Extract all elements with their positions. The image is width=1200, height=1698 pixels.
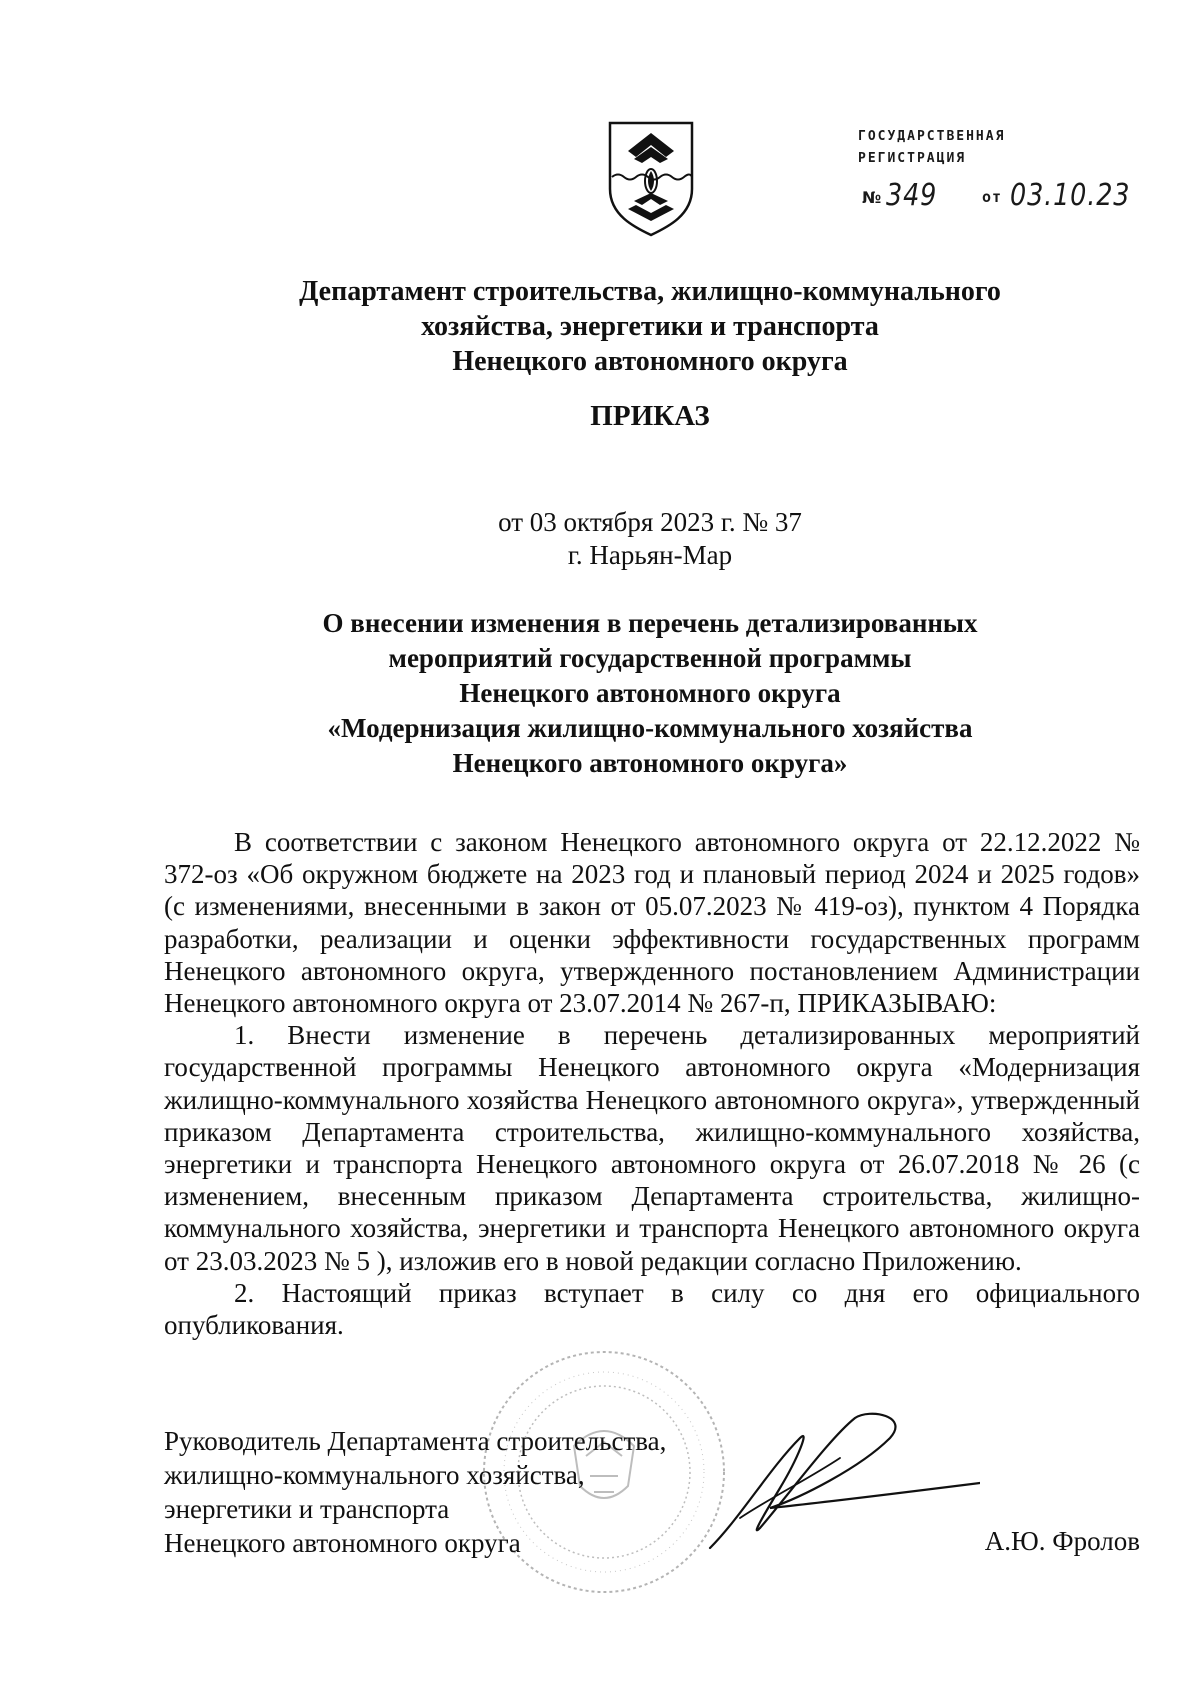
registration-number-sign: № — [862, 188, 882, 207]
signer-title-line: жилищно-коммунального хозяйства, — [164, 1460, 585, 1490]
subject-line: Ненецкого автономного округа» — [452, 748, 848, 778]
department-line: Ненецкого автономного округа — [452, 346, 848, 377]
body-preamble: В соответствии с законом Ненецкого автономного округа от 22.12.2022 № 372-оз «Об окружном бюджете на 2023 год и плановый период 2024 и 2025 годов» (с изменениями, внесенными в закон от 05.07.2023 № 419-оз), пунктом 4 Порядка разработки, реализации и оценки эффективности государственных программ Ненецкого автономного округа, утвержденного постановлением Администрации Ненецкого автономного округа от 23.07.2014 № 267-п, ПРИКАЗЫВАЮ: — [164, 827, 1140, 1019]
signer-title-line: Руководитель Департамента строительства, — [164, 1426, 667, 1456]
subject-line: «Модернизация жилищно-коммунального хозяйства — [327, 713, 973, 743]
body-item-1: 1. Внести изменение в перечень детализированных мероприятий государственной программы Ненецкого автономного округа «Модернизация жилищно-коммунального хозяйства Ненецкого автономного округа», утвержденный приказом Департамента строительства, жилищно-коммунального хозяйства, энергетики и транспорта Ненецкого автономного округа от 26.07.2018 № 26 (с изменением, внесенным приказом Департамента строительства, жилищно-коммунального хозяйства, энергетики и транспорта Ненецкого автономного округа от 23.03.2023 № 5 ), изложив его в новой редакции согласно Приложению. — [164, 1020, 1140, 1276]
signer-title — [164, 1424, 666, 1560]
subject-line: мероприятий государственной программы — [388, 643, 912, 673]
registration-date: 03.10.23 — [1010, 178, 1131, 213]
body-item-2: 2. Настоящий приказ вступает в силу со дня его официального опубликования. — [164, 1277, 1140, 1341]
order-date-number: от 03 октября 2023 г. № 37 — [498, 507, 802, 537]
registration-stamp — [858, 126, 1131, 220]
order-subject — [160, 606, 1140, 781]
registration-subtitle: РЕГИСТРАЦИЯ — [858, 151, 967, 166]
order-city: г. Нарьян-Мар — [567, 540, 733, 570]
registration-title: ГОСУДАРСТВЕННАЯ — [858, 129, 1006, 144]
subject-line: Ненецкого автономного округа — [459, 678, 841, 708]
signer-name: А.Ю. Фролов — [984, 1526, 1140, 1556]
registration-number: 349 — [886, 178, 938, 213]
subject-line: О внесении изменения в перечень детализированных — [322, 608, 978, 638]
signer-title-line: энергетики и транспорта — [164, 1494, 450, 1524]
coat-of-arms-icon — [604, 119, 698, 239]
order-meta — [160, 506, 1140, 572]
department-header — [160, 274, 1140, 379]
signer-title-line: Ненецкого автономного округа — [164, 1528, 521, 1558]
signature-icon — [680, 1398, 980, 1558]
registration-number-row — [858, 176, 1131, 220]
registration-date-prefix: от — [982, 188, 1003, 206]
document-type-title: ПРИКАЗ — [590, 400, 710, 432]
department-line: хозяйства, энергетики и транспорта — [421, 311, 879, 342]
department-line: Департамент строительства, жилищно-коммунального — [299, 276, 1001, 307]
order-body — [164, 826, 1140, 1341]
